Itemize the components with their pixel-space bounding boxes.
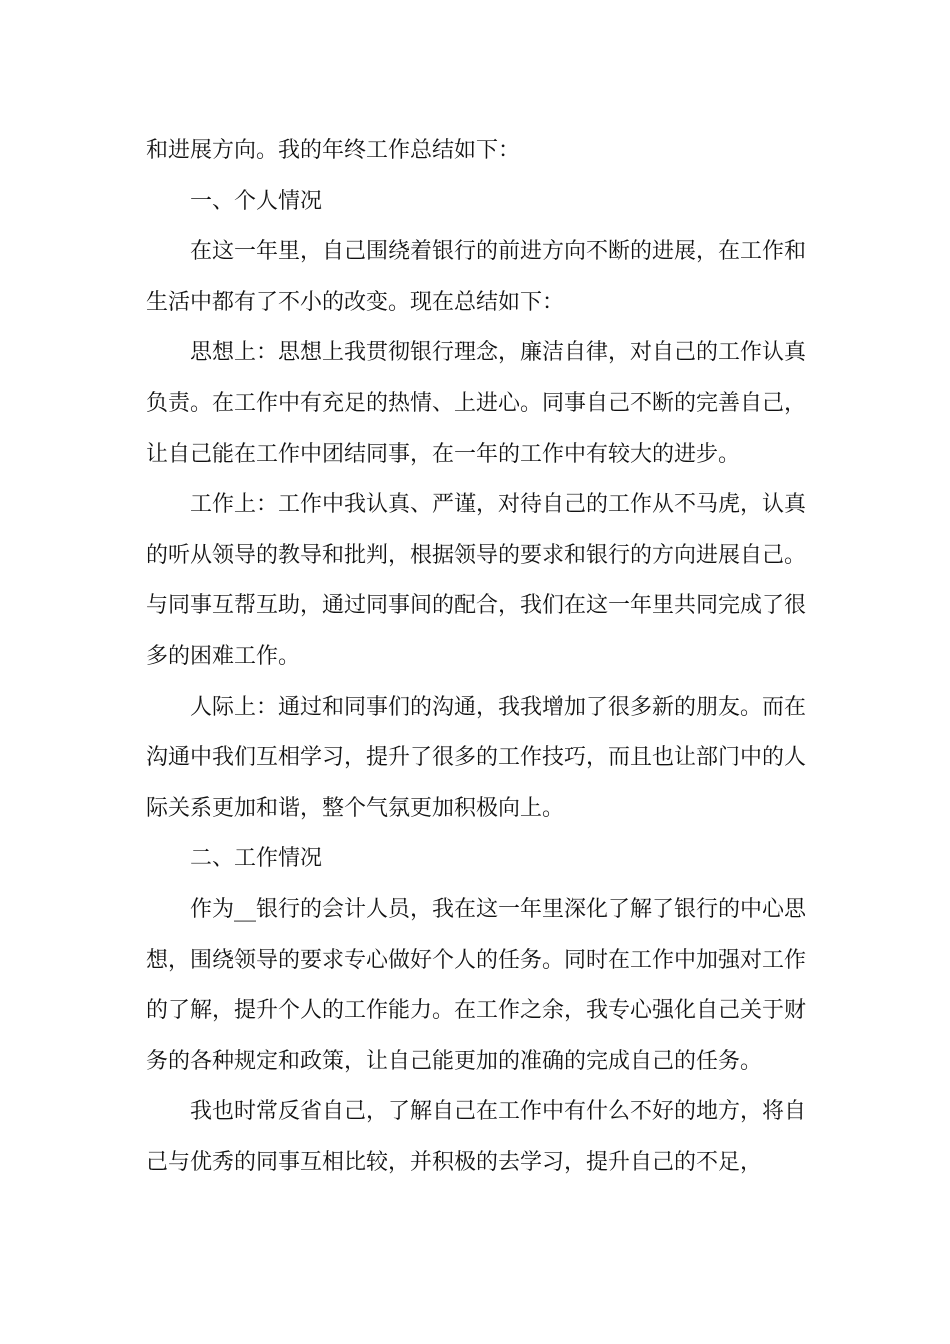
paragraph-personal-overview: 在这一年里，自己围绕着银行的前进方向不断的进展，在工作和生活中都有了不小的改变。现在总结如下： <box>146 239 807 315</box>
section-heading-personal: 一、个人情况 <box>190 188 323 214</box>
paragraph-interpersonal: 人际上：通过和同事们的沟通，我我增加了很多新的朋友。而在沟通中我们互相学习，提升了很多的工作技巧，而且也让部门中的人际关系更加和谐，整个气氛更加积极向上。 <box>146 694 807 821</box>
paragraph-thinking: 思想上：思想上我贯彻银行理念，廉洁自律，对自己的工作认真负责。在工作中有充足的热情、上进心。同事自己不断的完善自己，让自己能在工作中团结同事，在一年的工作中有较大的进步。 <box>146 340 807 467</box>
document-body <box>146 126 806 1188</box>
paragraph-work-attitude: 工作上：工作中我认真、严谨，对待自己的工作从不马虎，认真的听从领导的教导和批判，根据领导的要求和银行的方向进展自己。与同事互帮互助，通过同事间的配合，我们在这一年里共同完成了很多的困难工作。 <box>146 492 807 669</box>
paragraph-self-reflection: 我也时常反省自己，了解自己在工作中有什么不好的地方，将自己与优秀的同事互相比较，并积极的去学习，提升自己的不足， <box>146 1099 807 1175</box>
paragraph-intro-continuation: 和进展方向。我的年终工作总结如下： <box>146 138 521 163</box>
paragraph-work-situation: 作为__银行的会计人员，我在这一年里深化了解了银行的中心思想，围绕领导的要求专心做好个人的任务。同时在工作中加强对工作的了解，提升个人的工作能力。在工作之余，我专心强化自己关于财务的各种规定和政策，让自己能更加的准确的完成自己的任务。 <box>146 896 807 1074</box>
section-heading-work: 二、工作情况 <box>190 846 323 872</box>
